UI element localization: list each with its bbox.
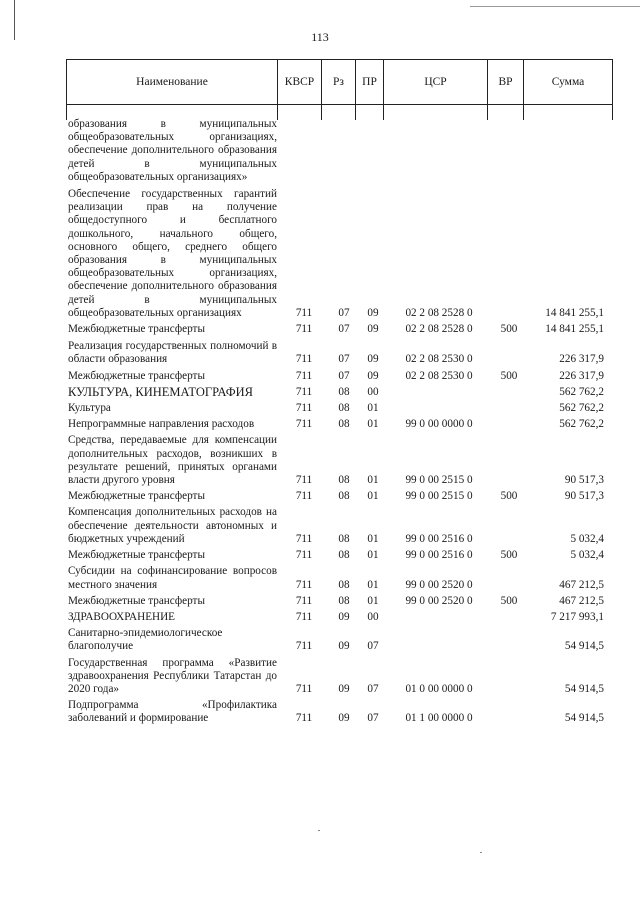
row-sum: 226 317,9 — [559, 353, 604, 366]
row-kvsr: 711 — [295, 353, 313, 366]
row-csr: 02 2 08 2528 0 — [405, 306, 473, 319]
row-rz: 08 — [338, 578, 350, 591]
column-divider — [612, 105, 613, 120]
row-rz: 08 — [338, 385, 350, 398]
row-name: Межбюджетные трансферты — [68, 594, 205, 607]
row-sum: 14 841 255,1 — [545, 306, 604, 319]
row-sum: 562 762,2 — [559, 385, 604, 398]
row-sum: 467 212,5 — [559, 578, 604, 591]
row-pr: 00 — [367, 385, 379, 398]
scan-speck — [318, 830, 320, 831]
header-kvsr: КВСР — [278, 60, 322, 105]
row-sum: 90 517,3 — [564, 490, 604, 503]
row-pr: 01 — [367, 418, 379, 431]
row-name: Межбюджетные трансферты — [68, 549, 205, 562]
row-kvsr: 711 — [295, 474, 313, 487]
row-rz: 07 — [338, 369, 350, 382]
row-pr: 01 — [367, 549, 379, 562]
row-kvsr: 711 — [295, 369, 313, 382]
row-rz: 08 — [338, 549, 350, 562]
table-row — [66, 549, 612, 562]
row-rz: 08 — [338, 418, 350, 431]
row-kvsr: 711 — [295, 490, 313, 503]
scan-speck — [480, 852, 482, 853]
row-csr: 99 0 00 2520 0 — [405, 578, 473, 591]
row-pr: 09 — [367, 353, 379, 366]
table-row — [66, 657, 612, 697]
table-row — [66, 418, 612, 431]
row-pr: 01 — [367, 594, 379, 607]
row-kvsr: 711 — [295, 610, 313, 623]
row-name: КУЛЬТУРА, КИНЕМАТОГРАФИЯ — [68, 384, 253, 399]
row-name: Межбюджетные трансферты — [68, 323, 205, 336]
row-csr: 99 0 00 2516 0 — [405, 532, 473, 545]
row-kvsr: 711 — [295, 418, 313, 431]
row-vr: 500 — [500, 323, 518, 336]
table-row — [66, 490, 612, 503]
row-pr: 07 — [367, 682, 379, 695]
table-row — [66, 565, 612, 591]
row-pr: 01 — [367, 402, 379, 415]
row-sum: 54 914,5 — [564, 712, 604, 725]
row-pr: 09 — [367, 323, 379, 336]
row-rz: 08 — [338, 474, 350, 487]
row-csr: 01 1 00 0000 0 — [405, 712, 473, 725]
row-kvsr: 711 — [295, 578, 313, 591]
row-sum: 226 317,9 — [559, 369, 604, 382]
page-number: 113 — [311, 30, 329, 44]
row-sum: 54 914,5 — [564, 640, 604, 653]
header-csr: ЦСР — [384, 60, 488, 105]
table-row — [66, 402, 612, 415]
row-name: Средства, передаваемые для компенсации дополнительных расходов, возникших в результате решений, принятых органами власти другого уровня — [68, 434, 277, 487]
table-row — [66, 370, 612, 383]
row-kvsr: 711 — [295, 402, 313, 415]
row-name: Реализация государственных полномочий в области образования — [68, 340, 277, 366]
row-kvsr: 711 — [295, 532, 313, 545]
row-kvsr: 711 — [295, 385, 313, 398]
row-vr: 500 — [500, 369, 518, 382]
row-sum: 5 032,4 — [570, 549, 604, 562]
row-rz: 07 — [338, 323, 350, 336]
row-pr: 07 — [367, 640, 379, 653]
row-vr: 500 — [500, 490, 518, 503]
row-rz: 07 — [338, 306, 350, 319]
table-header — [66, 59, 613, 105]
header-pr: ПР — [356, 60, 384, 105]
row-sum: 54 914,5 — [564, 682, 604, 695]
row-csr: 02 2 08 2530 0 — [405, 369, 473, 382]
row-rz: 08 — [338, 402, 350, 415]
row-kvsr: 711 — [295, 640, 313, 653]
row-pr: 01 — [367, 578, 379, 591]
row-pr: 00 — [367, 610, 379, 623]
table-row — [66, 611, 612, 624]
row-name: Санитарно-эпидемиологическое благополучие — [68, 627, 223, 653]
page-edge-top — [470, 6, 640, 7]
header-name: Наименование — [67, 60, 278, 105]
row-name: Компенсация дополнительных расходов на обеспечение деятельности автономных и бюджетных учреждений — [68, 506, 277, 545]
row-kvsr: 711 — [295, 306, 313, 319]
table-row — [66, 699, 612, 725]
row-csr: 99 0 00 2520 0 — [405, 594, 473, 607]
row-name: Субсидии на софинансирование вопросов местного значения — [68, 565, 277, 591]
table-row — [66, 386, 612, 399]
row-kvsr: 711 — [295, 549, 313, 562]
row-name: Межбюджетные трансферты — [68, 490, 205, 503]
row-name: Подпрограмма «Профилактика заболеваний и формирование — [68, 699, 277, 725]
row-pr: 09 — [367, 306, 379, 319]
row-name: Культура — [68, 402, 111, 415]
row-pr: 09 — [367, 369, 379, 382]
row-rz: 09 — [338, 682, 350, 695]
table-row — [66, 340, 612, 366]
row-rz: 09 — [338, 610, 350, 623]
header-sum: Сумма — [524, 60, 613, 105]
row-csr: 99 0 00 0000 0 — [405, 418, 473, 431]
row-csr: 99 0 00 2515 0 — [405, 474, 473, 487]
header-rz: Рз — [322, 60, 356, 105]
row-sum: 5 032,4 — [570, 532, 604, 545]
row-sum: 467 212,5 — [559, 594, 604, 607]
table-row — [66, 627, 612, 653]
row-sum: 562 762,2 — [559, 402, 604, 415]
row-name: Обеспечение государственных гарантий реализации прав на получение общедоступного и бесплатного дошкольного, начального общего, основного общего, среднего общего образования в муниципальных общеобразовательных организациях, обеспечение дополнительного образования детей в муниципальных общеобразовательных организациях — [68, 188, 277, 319]
row-csr: 02 2 08 2530 0 — [405, 353, 473, 366]
table-row — [66, 188, 612, 320]
row-rz: 08 — [338, 532, 350, 545]
row-kvsr: 711 — [295, 712, 313, 725]
row-name: Государственная программа «Развитие здравоохранения Республики Татарстан до 2020 года» — [68, 656, 277, 695]
row-kvsr: 711 — [295, 682, 313, 695]
row-rz: 08 — [338, 490, 350, 503]
row-name: Непрограммные направления расходов — [68, 418, 255, 431]
row-kvsr: 711 — [295, 323, 313, 336]
table-row — [66, 506, 612, 546]
row-sum: 90 517,3 — [564, 474, 604, 487]
table-row — [66, 118, 612, 184]
row-rz: 09 — [338, 712, 350, 725]
row-sum: 14 841 255,1 — [545, 323, 604, 336]
row-kvsr: 711 — [295, 594, 313, 607]
row-pr: 01 — [367, 490, 379, 503]
row-csr: 99 0 00 2516 0 — [405, 549, 473, 562]
row-pr: 07 — [367, 712, 379, 725]
row-rz: 08 — [338, 594, 350, 607]
row-sum: 7 217 993,1 — [550, 610, 604, 623]
row-csr: 99 0 00 2515 0 — [405, 490, 473, 503]
table-row — [66, 595, 612, 608]
row-vr: 500 — [500, 594, 518, 607]
row-sum: 562 762,2 — [559, 418, 604, 431]
row-csr: 02 2 08 2528 0 — [405, 323, 473, 336]
row-pr: 01 — [367, 532, 379, 545]
row-pr: 01 — [367, 474, 379, 487]
row-rz: 09 — [338, 640, 350, 653]
row-name: Межбюджетные трансферты — [68, 369, 205, 382]
row-vr: 500 — [500, 549, 518, 562]
row-name: ЗДРАВООХРАНЕНИЕ — [68, 610, 176, 623]
table-row — [66, 434, 612, 487]
table-body — [66, 118, 612, 726]
row-rz: 07 — [338, 353, 350, 366]
header-vr: ВР — [488, 60, 524, 105]
row-csr: 01 0 00 0000 0 — [405, 682, 473, 695]
row-name: образования в муниципальных общеобразовательных организациях, обеспечение дополнительного образования детей в муниципальных общеобразовательных организациях» — [68, 118, 277, 183]
table-row — [66, 323, 612, 336]
